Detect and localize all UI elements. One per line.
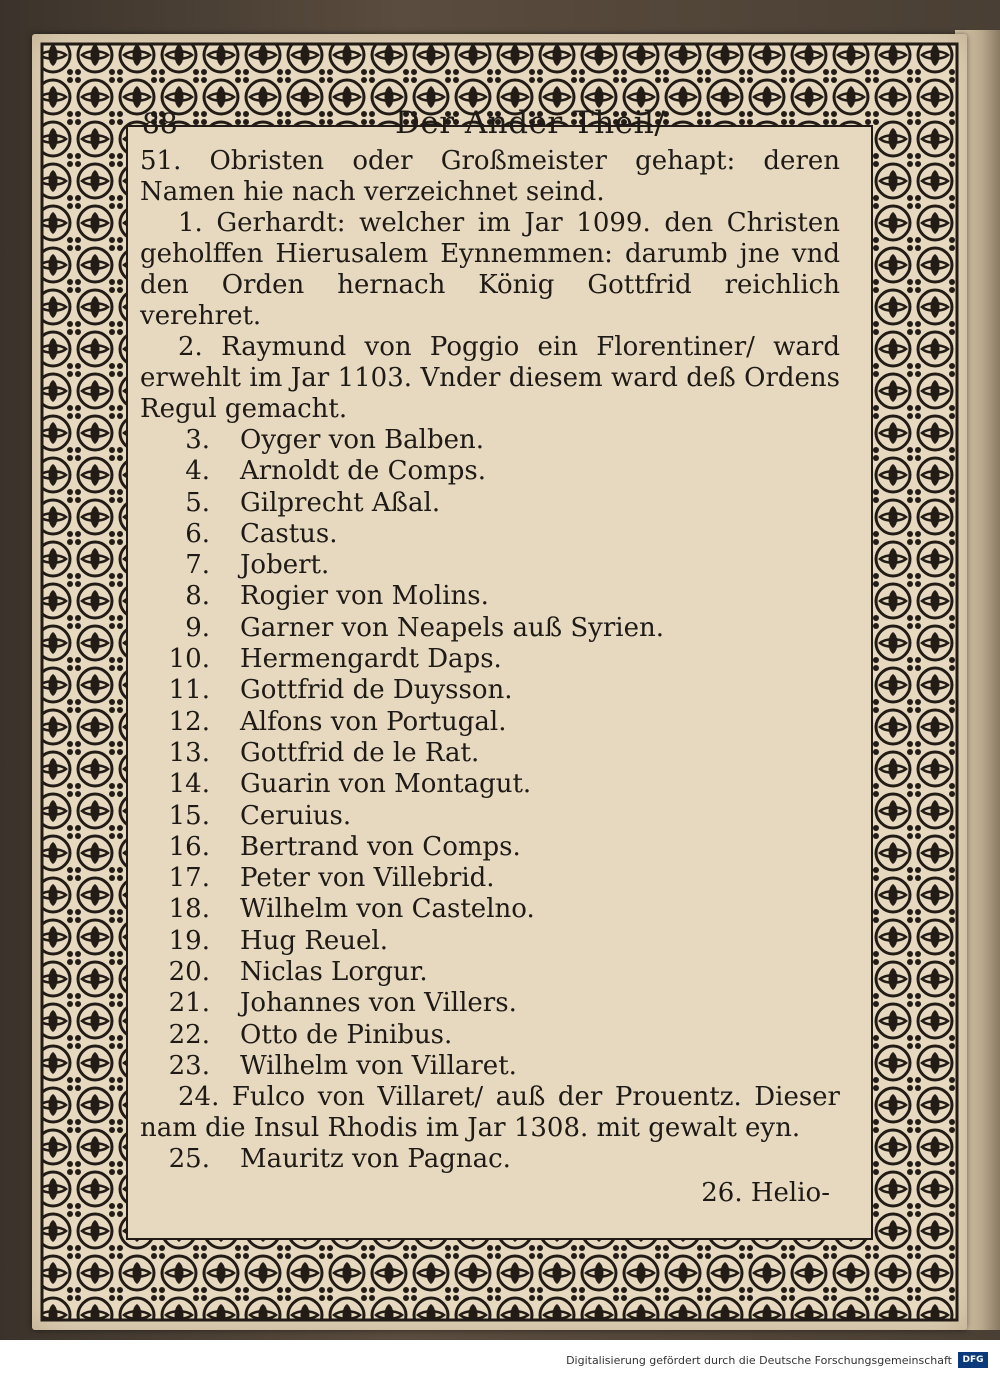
item-name: Garner von Neapels auß Syrien. — [240, 612, 664, 643]
list-item — [140, 863, 840, 894]
item-number: 8. — [185, 581, 210, 612]
item-name: Hug Reuel. — [240, 925, 389, 956]
catchword: 26. Helio- — [701, 1177, 830, 1208]
item-name: Rogier von Molins. — [240, 581, 489, 612]
item-name: Niclas Lorgur. — [240, 957, 428, 988]
item-name: Otto de Pinibus. — [240, 1019, 453, 1050]
item-name: Hermengardt Daps. — [240, 644, 502, 675]
item-name: Guarin von Montagut. — [240, 769, 532, 800]
item-number: 20. — [168, 957, 210, 988]
item-number: 3. — [185, 425, 210, 455]
entry-2: 2. Raymund von Poggio ein Florentiner/ ward erwehlt im Jar 1103. Vnder diesem ward deß Ordens Regul gemacht. — [140, 332, 840, 424]
item-number: 16. — [168, 831, 210, 862]
list-item — [140, 894, 840, 925]
list-item — [140, 738, 840, 769]
grand-master-list — [140, 425, 840, 1082]
list-item — [140, 926, 840, 957]
list-item — [140, 456, 840, 487]
list-item — [140, 707, 840, 738]
item-number: 17. — [168, 863, 210, 894]
list-item — [140, 613, 840, 644]
list-item — [140, 675, 840, 706]
item-number: 21. — [168, 988, 210, 1019]
list-item — [140, 550, 840, 581]
item-name: Wilhelm von Castelno. — [240, 894, 535, 925]
page-text — [140, 100, 840, 1209]
item-name: Mauritz von Pagnac. — [240, 1144, 511, 1175]
item-number: 6. — [185, 518, 210, 549]
page-number: 88 — [142, 107, 178, 140]
list-item — [140, 957, 840, 988]
item-number: 5. — [185, 487, 210, 518]
list-item — [140, 644, 840, 675]
list-item — [140, 581, 840, 612]
item-name: Castus. — [240, 518, 338, 549]
footer-bar — [0, 1340, 1000, 1385]
item-name: Jobert. — [240, 550, 330, 581]
item-name: Oyger von Balben. — [240, 425, 485, 455]
list-item — [140, 488, 840, 519]
item-number: 22. — [168, 1019, 210, 1050]
item-name: Wilhelm von Villaret. — [240, 1050, 517, 1081]
entry-24: 24. Fulco von Villaret/ auß der Prouentz. Dieser nam die Insul Rhodis im Jar 1308. mit gewalt eyn. — [140, 1082, 840, 1144]
list-item — [140, 1020, 840, 1051]
list-item — [140, 769, 840, 800]
list-item — [140, 988, 840, 1019]
intro-paragraph: 51. Obristen oder Großmeister gehapt: deren Namen hie nach verzeichnet seind. — [140, 146, 840, 207]
item-number: 18. — [168, 894, 210, 925]
item-number: 7. — [185, 550, 210, 581]
page-header — [140, 100, 840, 146]
item-number: 23. — [168, 1050, 210, 1081]
entry-1: 1. Gerhardt: welcher im Jar 1099. den Christen geholffen Hierusalem Eynnemmen: darumb jne vnd den Orden hernach König Gottfrid reichlich verehret. — [140, 208, 840, 331]
list-item — [140, 519, 840, 550]
list-item — [140, 1051, 840, 1082]
item-name: Peter von Villebrid. — [240, 863, 495, 894]
item-number: 19. — [168, 925, 210, 956]
item-name: Arnoldt de Comps. — [240, 456, 487, 487]
item-name: Alfons von Portugal. — [240, 706, 507, 737]
item-number: 14. — [168, 769, 210, 800]
item-name: Ceruius. — [240, 800, 352, 831]
item-name: Bertrand von Comps. — [240, 831, 521, 862]
item-number: 4. — [185, 456, 210, 487]
item-number: 11. — [168, 675, 210, 706]
list-item — [140, 425, 840, 456]
item-number: 9. — [185, 612, 210, 643]
item-name: Gottfrid de Duysson. — [240, 675, 513, 706]
item-number: 15. — [168, 800, 210, 831]
item-number: 13. — [168, 737, 210, 768]
item-number: 25. — [168, 1144, 210, 1175]
item-number: 10. — [168, 644, 210, 675]
item-number: 12. — [168, 706, 210, 737]
dfg-logo: DFG — [958, 1352, 988, 1368]
list-item — [140, 801, 840, 832]
item-name: Gottfrid de le Rat. — [240, 737, 480, 768]
list-item — [140, 832, 840, 863]
list-item-25 — [140, 1144, 840, 1175]
funding-credit: Digitalisierung gefördert durch die Deutsche Forschungsgemeinschaft — [566, 1354, 952, 1367]
item-name: Gilprecht Aßal. — [240, 487, 441, 518]
running-head: Der Ander Theil/ — [395, 105, 666, 141]
item-name: Johannes von Villers. — [240, 988, 517, 1019]
